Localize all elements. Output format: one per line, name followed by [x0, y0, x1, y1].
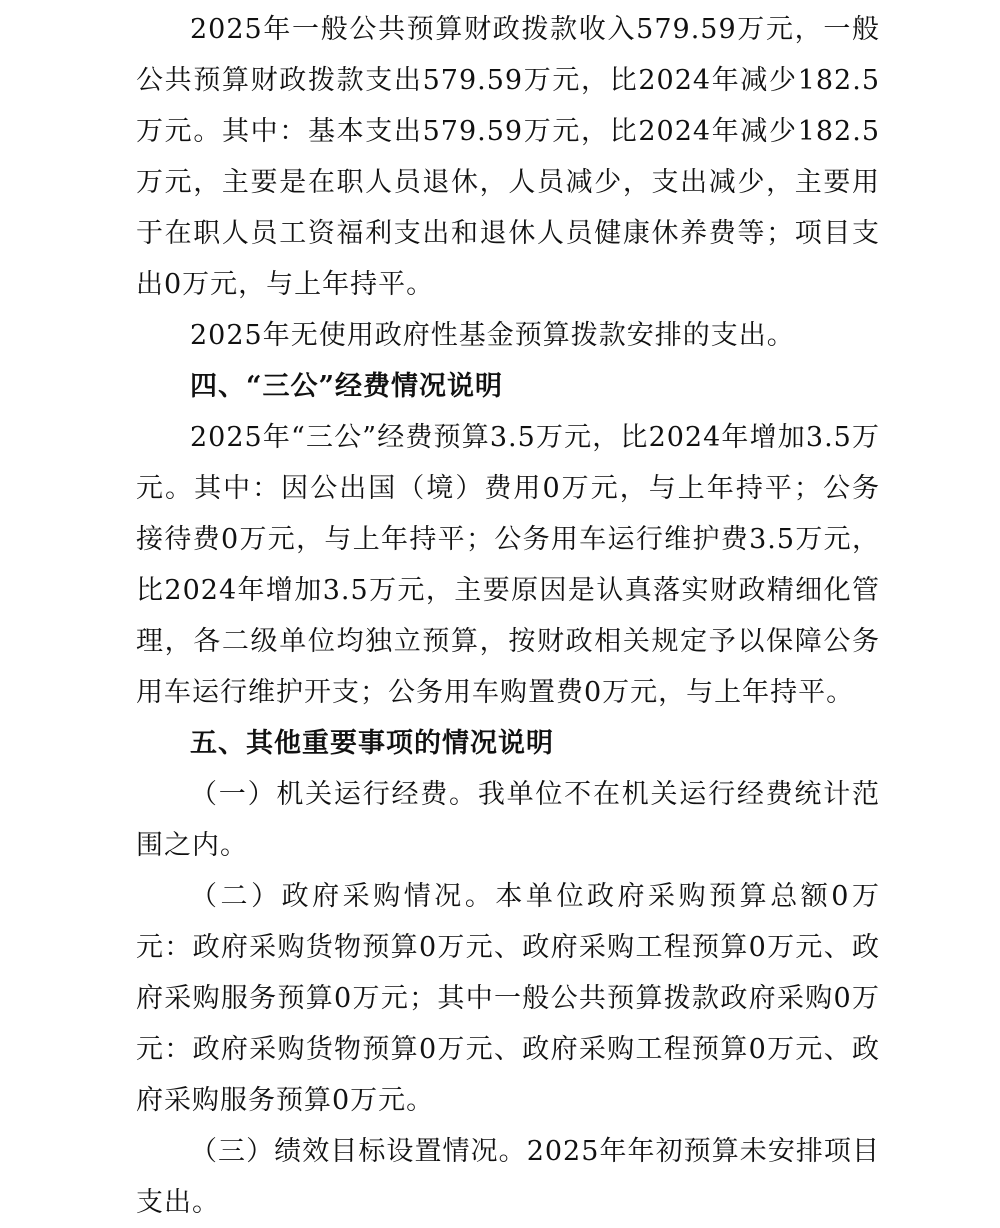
paragraph-government-procurement: （二）政府采购情况。本单位政府采购预算总额0万元：政府采购货物预算0万元、政府采购工程预算0万元、政府采购服务预算0万元；其中一般公共预算拨款政府采购0万元：政府采购货物预算0万元、政府采购工程预算0万元、政府采购服务预算0万元。 [136, 881, 880, 1116]
section-heading-three-public: 四、“三公”经费情况说明 [190, 371, 504, 402]
paragraph-government-fund: 2025年无使用政府性基金预算拨款安排的支出。 [190, 320, 795, 351]
document-body [136, 4, 880, 1228]
section-heading-other-matters: 五、其他重要事项的情况说明 [190, 728, 554, 759]
paragraph-general-budget: 2025年一般公共预算财政拨款收入579.59万元，一般公共预算财政拨款支出579.59万元，比2024年减少182.5万元。其中：基本支出579.59万元，比2024年减少182.5万元，主要是在职人员退休，人员减少，支出减少，主要用于在职人员工资福利支出和退休人员健康休养费等；项目支出0万元，与上年持平。 [136, 14, 880, 300]
paragraph-performance-targets: （三）绩效目标设置情况。2025年年初预算未安排项目支出。 [136, 1136, 880, 1218]
paragraph-operating-expenses: （一）机关运行经费。我单位不在机关运行经费统计范围之内。 [136, 779, 880, 861]
paragraph-three-public-expenses: 2025年“三公”经费预算3.5万元，比2024年增加3.5万元。其中：因公出国（境）费用0万元，与上年持平；公务接待费0万元，与上年持平；公务用车运行维护费3.5万元，比2024年增加3.5万元，主要原因是认真落实财政精细化管理，各二级单位均独立预算，按财政相关规定予以保障公务用车运行维护开支；公务用车购置费0万元，与上年持平。 [136, 422, 880, 708]
